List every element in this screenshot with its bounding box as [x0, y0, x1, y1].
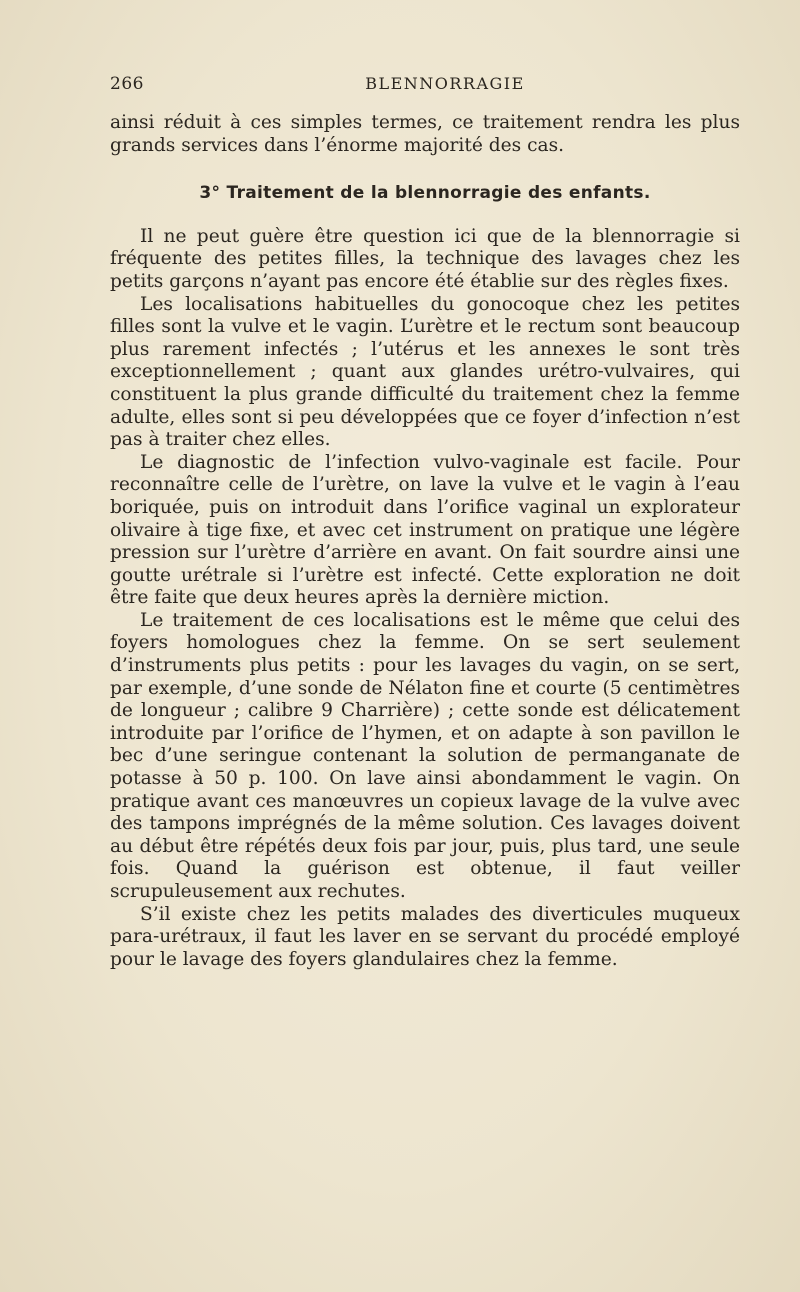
page-number: 266 [110, 74, 144, 94]
paragraph: Les localisations habituelles du gonocoque chez les petites filles sont la vulve et le vagin. L’urètre et le rectum sont beaucoup plus rarement infectés ; l’utérus et les annexes le sont très exceptionnellement ; quant aux glandes urétro-vulvaires, qui constituent la plus grande difficulté du traitement chez la femme adulte, elles sont si peu développées que ce foyer d’infection n’est pas à traiter chez elles. [110, 293, 740, 451]
paragraph: Le traitement de ces localisations est le même que celui des foyers homologues chez la femme. On se sert seulement d’instruments plus petits : pour les lavages du vagin, on se sert, par exemple, d’une sonde de Nélaton fine et courte (5 centimètres de longueur ; calibre 9 Charrière) ; cette sonde est délicatement introduite par l’orifice de l’hymen, et on adapte à son pavillon le bec d’une seringue contenant la solution de permanganate de potasse à 50 p. 100. On lave ainsi abondamment le vagin. On pratique avant ces manœuvres un copieux lavage de la vulve avec des tampons imprégnés de la même solution. Ces lavages doivent au début être répétés deux fois par jour, puis, plus tard, une seule fois. Quand la guérison est obtenue, il faut veiller scrupuleusement aux rechutes. [110, 609, 740, 902]
section-title: 3° Traitement de la blennorragie des enfants. [199, 183, 651, 204]
body-text [110, 112, 740, 971]
paragraph-continuation: ainsi réduit à ces simples termes, ce traitement rendra les plus grands services dans l’énorme majorité des cas. [110, 112, 740, 156]
paragraph: Il ne peut guère être question ici que de la blennorragie si fréquente des petites filles, la technique des lavages chez les petits garçons n’ayant pas encore été établie sur des règles fixes. [110, 225, 740, 292]
paragraph: Le diagnostic de l’infection vulvo-vaginale est facile. Pour reconnaître celle de l’urètre, on lave la vulve et le vagin à l’eau boriquée, puis on introduit dans l’orifice vaginal un explorateur olivaire à tige fixe, et avec cet instrument on pratique une légère pression sur l’urètre d’arrière en avant. On fait sourdre ainsi une goutte urétrale si l’urètre est infecté. Cette exploration ne doit être faite que deux heures après la dernière miction. [110, 451, 740, 609]
page-header [110, 74, 740, 98]
paragraph: S’il existe chez les petits malades des diverticules muqueux para-urétraux, il faut les laver en se servant du procédé employé pour le lavage des foyers glandulaires chez la femme. [110, 903, 740, 970]
running-title: BLENNORRAGIE [365, 74, 525, 93]
